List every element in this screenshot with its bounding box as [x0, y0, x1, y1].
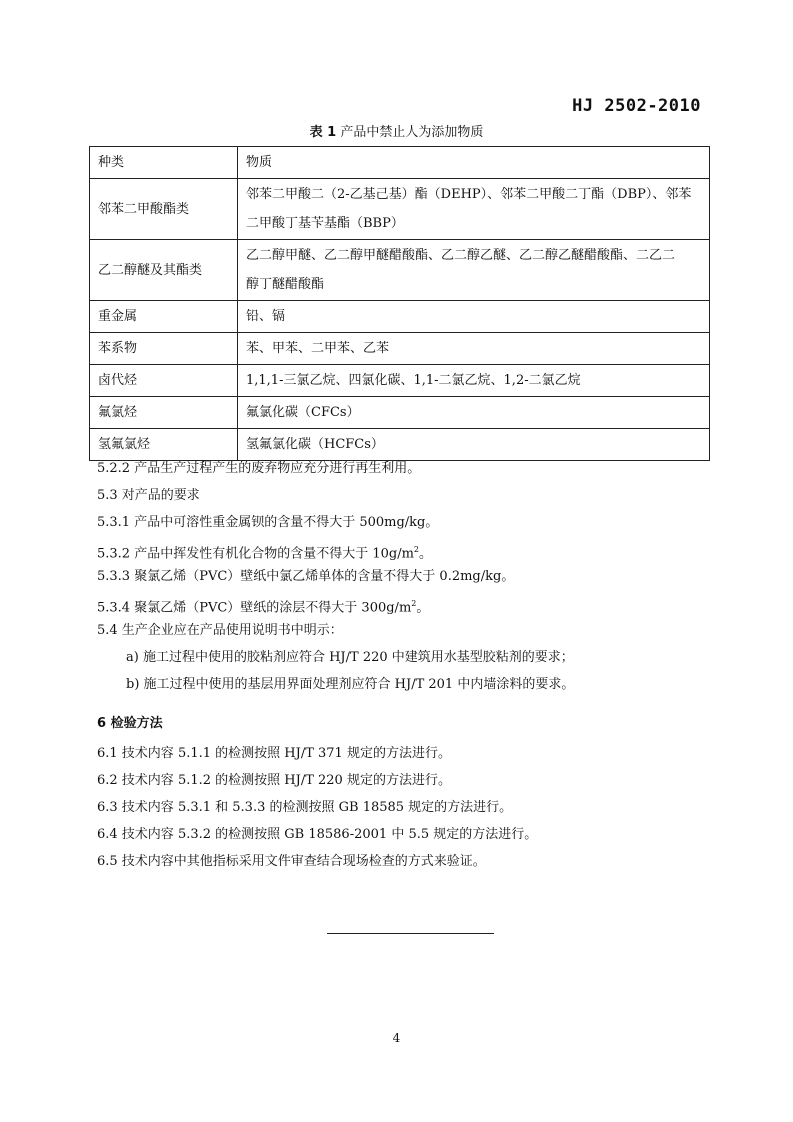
clause-5-3-2-text: 5.3.2 产品中挥发性有机化合物的含量不得大于 10g/m [97, 546, 414, 562]
clause-5-2-2: 5.2.2 产品生产过程产生的废弃物应充分进行再生利用。 [97, 461, 421, 476]
clause-5-4: 5.4 生产企业应在产品使用说明书中明示： [97, 623, 343, 638]
clause-5-3-4-text: 5.3.4 聚氯乙烯（PVC）壁纸的涂层不得大于 300g/m [97, 600, 412, 616]
clause-6-2: 6.2 技术内容 5.1.2 的检测按照 HJ/T 220 规定的方法进行。 [97, 773, 451, 788]
superscript: 2 [413, 545, 420, 554]
table-row [90, 333, 710, 365]
table-row [90, 240, 710, 301]
kind-cell: 重金属 [90, 301, 238, 333]
substance-cell: 氢氟氯化碳（HCFCs） [238, 429, 710, 461]
substance-cell: 氟氯化碳（CFCs） [238, 397, 710, 429]
kind-cell: 邻苯二甲酸酯类 [90, 179, 238, 240]
clause-6-4: 6.4 技术内容 5.3.2 的检测按照 GB 18586-2001 中 5.5 规定的方法进行。 [97, 827, 538, 842]
clause-5-3-2-end: 。 [419, 546, 433, 562]
clause-5-3-2 [97, 537, 574, 564]
kind-cell: 苯系物 [90, 333, 238, 365]
clause-5-3: 5.3 对产品的要求 [97, 488, 200, 503]
table-caption-text: 产品中禁止人为添加物质 [340, 125, 484, 140]
substance-cell: 铅、镉 [238, 301, 710, 333]
table-header-row [90, 147, 710, 179]
substance-cell: 1,1,1-三氯乙烷、四氯化碳、1,1-二氯乙烷、1,2-二氯乙烷 [238, 365, 710, 397]
superscript: 2 [411, 599, 417, 608]
header-cell-kind: 种类 [90, 147, 238, 179]
clause-5-3-1: 5.3.1 产品中可溶性重金属钡的含量不得大于 500mg/kg。 [97, 515, 439, 530]
table-caption [0, 121, 793, 140]
prohibited-substances-table [89, 146, 710, 461]
kind-cell: 卤代烃 [90, 365, 238, 397]
clause-5-3-3: 5.3.3 聚氯乙烯（PVC）壁纸中氯乙烯单体的含量不得大于 0.2mg/kg。 [97, 569, 515, 584]
clause-5-3-4 [97, 591, 574, 618]
substance-cell: 苯、甲苯、二甲苯、乙苯 [238, 333, 710, 365]
clause-6-5: 6.5 技术内容中其他指标采用文件审查结合现场检查的方式来验证。 [97, 854, 486, 869]
header-cell-substance: 物质 [238, 147, 710, 179]
substance-line: 醇丁醚醋酸酯 [246, 277, 325, 292]
section-heading-6: 6 检验方法 [97, 716, 163, 731]
clause-5-4-a: a) 施工过程中使用的胶粘剂应符合 HJ/T 220 中建筑用水基型胶粘剂的要求； [126, 650, 574, 665]
body-text [97, 456, 574, 876]
clause-5-4-b: b) 施工过程中使用的基层用界面处理剂应符合 HJ/T 201 中内墙涂料的要求。 [126, 677, 575, 692]
table-row [90, 179, 710, 240]
end-rule [327, 933, 494, 934]
kind-cell: 乙二醇醚及其酯类 [90, 240, 238, 301]
table-row [90, 397, 710, 429]
substance-line: 二甲酸丁基苄基酯（BBP） [246, 216, 404, 231]
clause-6-3: 6.3 技术内容 5.3.1 和 5.3.3 的检测按照 GB 18585 规定的方法进行。 [97, 800, 513, 815]
substance-line: 乙二醇甲醚、乙二醇甲醚醋酸酯、乙二醇乙醚、乙二醇乙醚醋酸酯、二乙二 [246, 248, 676, 263]
page-number: 4 [392, 1031, 401, 1045]
substance-line: 邻苯二甲酸二（2-乙基己基）酯（DEHP）、邻苯二甲酸二丁酯（DBP）、邻苯 [246, 187, 692, 202]
substance-cell [238, 179, 710, 240]
kind-cell: 氢氟氯烃 [90, 429, 238, 461]
substance-cell [238, 240, 710, 301]
table-row [90, 365, 710, 397]
table-caption-label: 表 1 [309, 125, 337, 140]
kind-cell: 氟氯烃 [90, 397, 238, 429]
standard-number: HJ 2502-2010 [572, 96, 701, 116]
clause-5-3-4-end: 。 [416, 600, 430, 616]
table-row [90, 301, 710, 333]
clause-6-1: 6.1 技术内容 5.1.1 的检测按照 HJ/T 371 规定的方法进行。 [97, 746, 451, 761]
